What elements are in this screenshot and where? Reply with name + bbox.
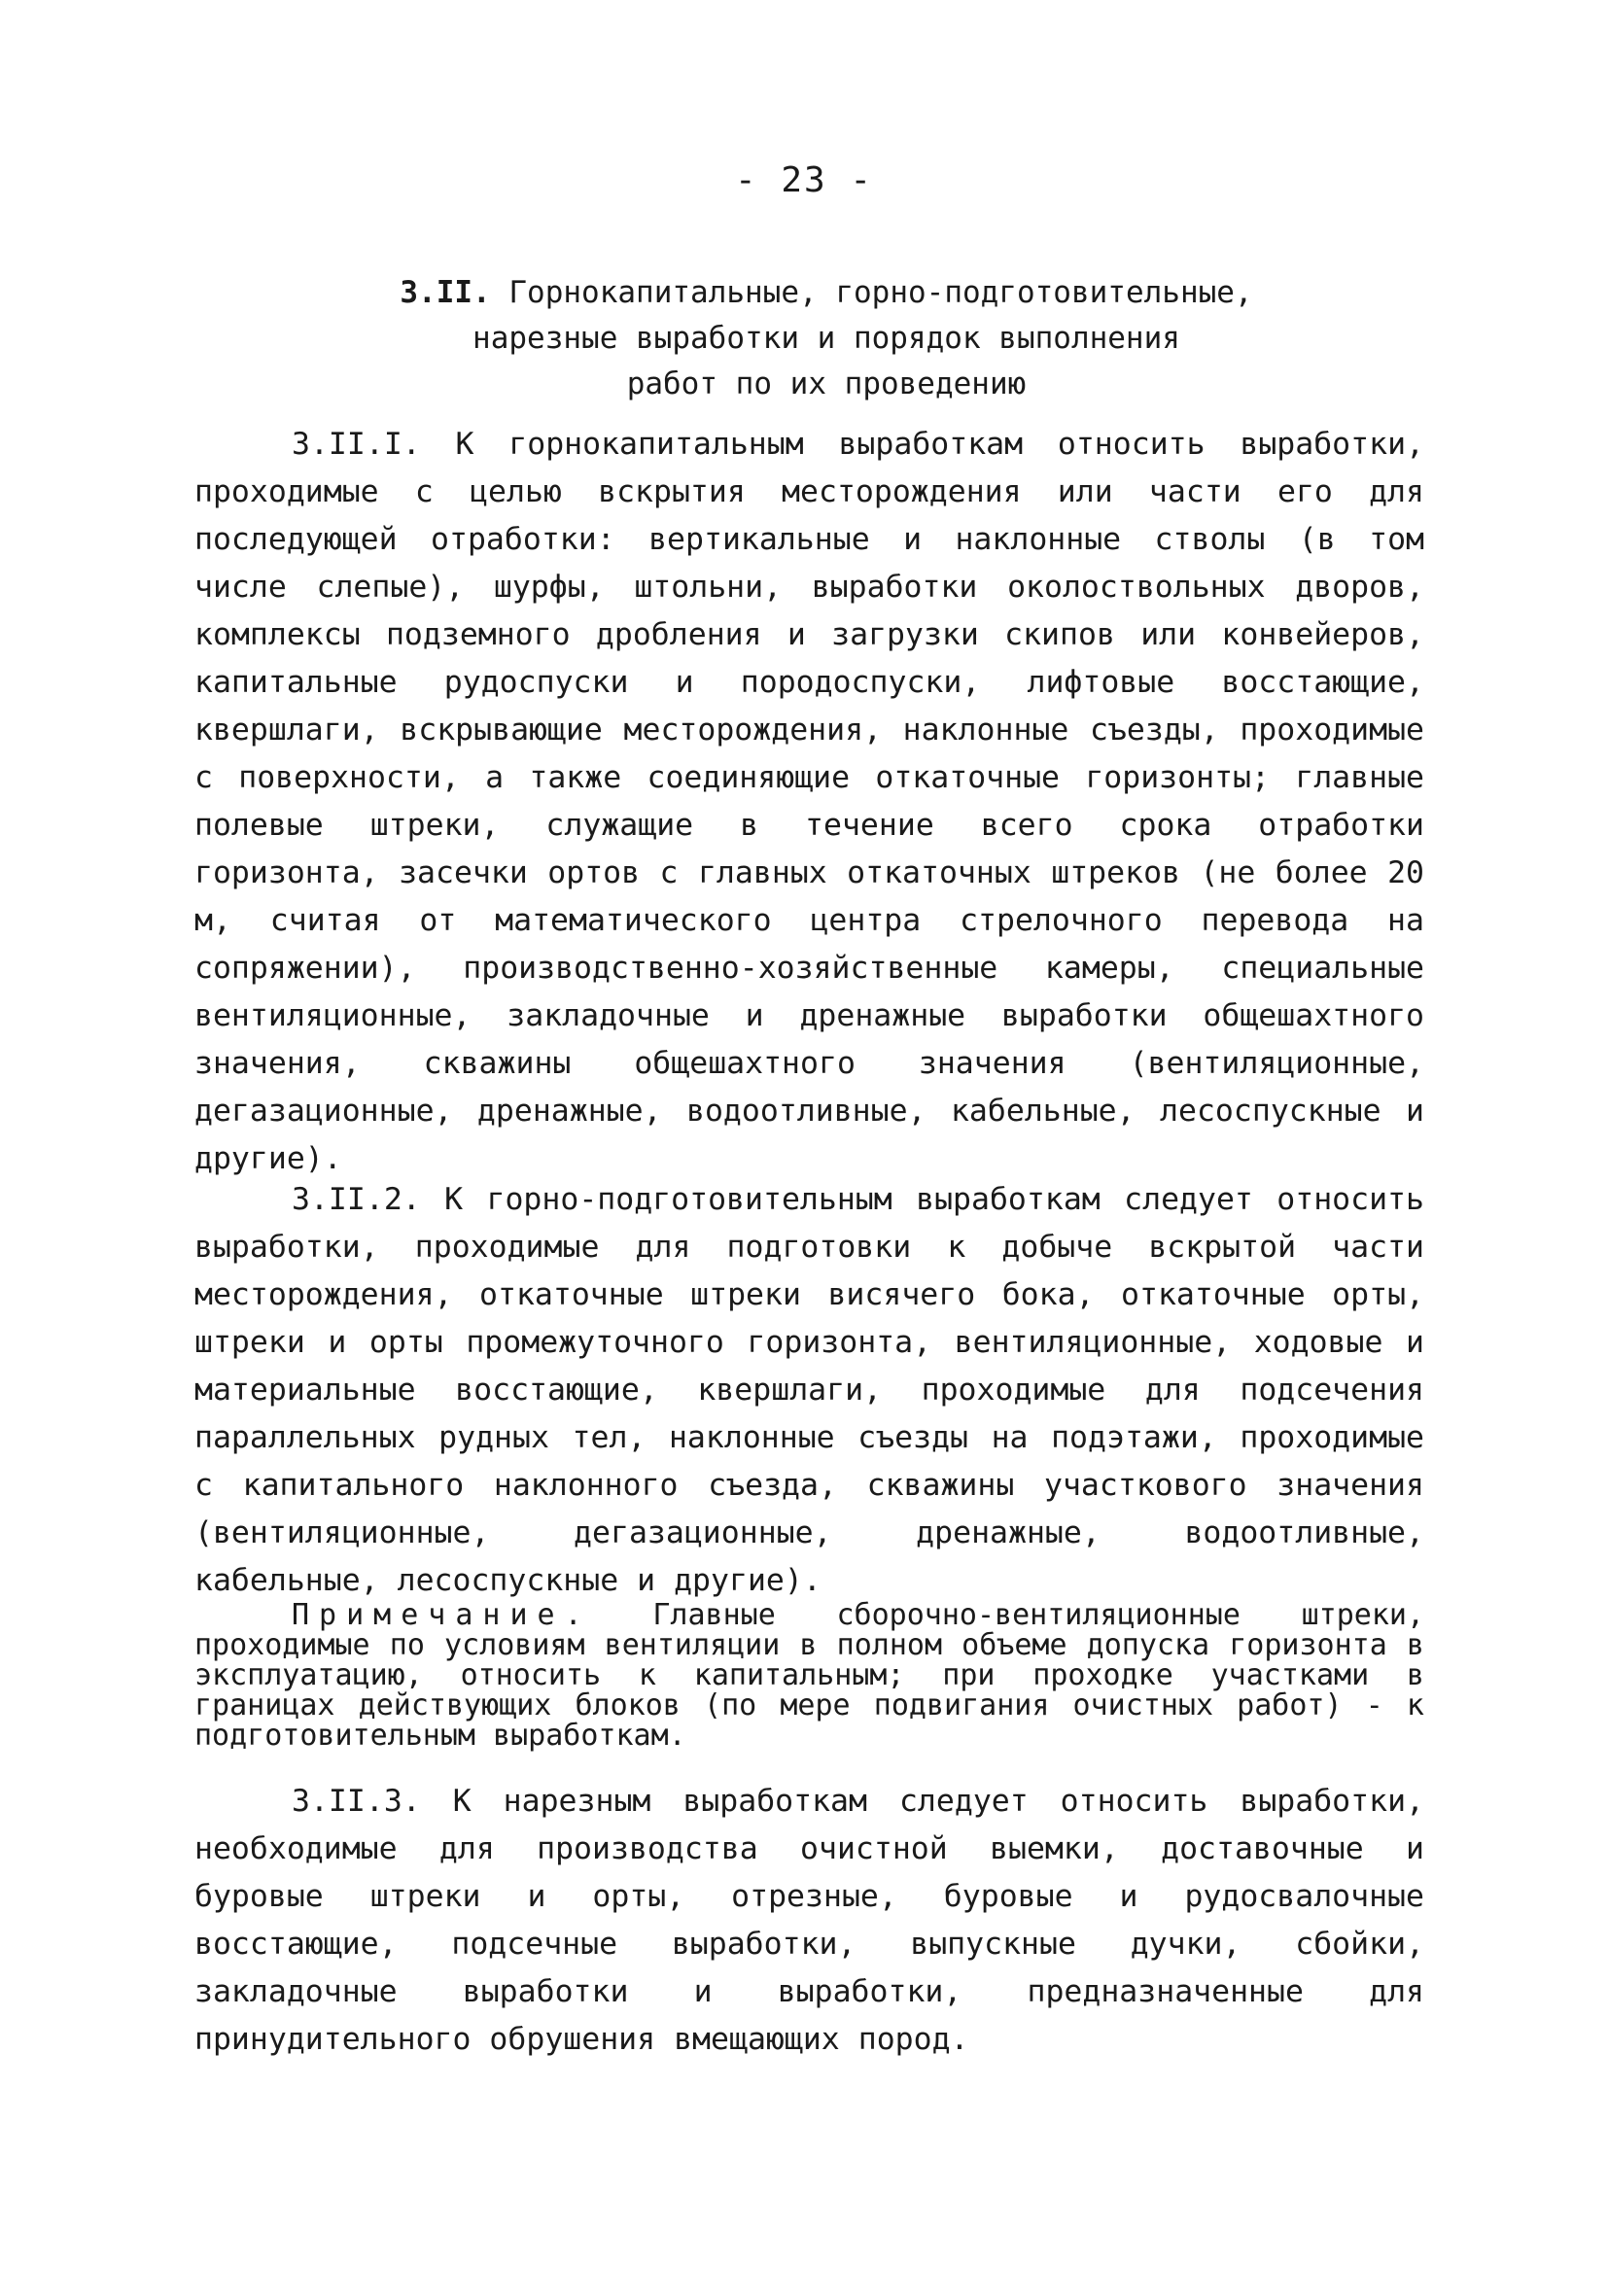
paragraph-text: К горно-подготовительным выработкам следует относить выработки, проходимые для подготовки к добыче вскрытой части месторождения, откаточные штреки висячего бока, откаточные орты, штреки и орты промежуточного горизонта, вентиляционные, ходовые и материальные восстающие, квершлаги, проходимые для подсечения параллельных рудных тел, наклонные съезды на подэтажи, проходимые с капитального наклонного съезда, скважины участкового значения (вентиляционные, дегазационные, дренажные, водоотливные, кабельные, лесоспускные и другие). — [194, 1182, 1424, 1598]
paragraph-number: 3.II.I. — [292, 427, 421, 462]
section-number: 3.II. — [400, 275, 491, 310]
paragraph-number: 3.II.3. — [292, 1784, 421, 1819]
heading-line-1 — [253, 270, 1400, 316]
page-number: - 23 - — [734, 160, 874, 200]
note-paragraph — [194, 1600, 1424, 1751]
heading-text-1: Горнокапитальные, горно-подготовительные, — [508, 275, 1253, 310]
note-text: Главные сборочно-вентиляционные штреки, проходимые по условиям вентиляции в полном объеме допуска горизонта в эксплуатацию, относить к капитальным; при проходке участками в границах действующих блоков (по мере подвигания очистных работ) - к подготовительным выработкам. — [194, 1598, 1425, 1753]
paragraph-text: К нарезным выработкам следует относить выработки, необходимые для производства очистной выемки, доставочные и буровые штреки и орты, отрезные, буровые и рудосвалочные восстающие, подсечные выработки, выпускные дучки, сбойки, закладочные выработки и выработки, предназначенные для принудительного обрушения вмещающих пород. — [194, 1784, 1424, 2057]
paragraph-text: К горнокапитальным выработкам относить выработки, проходимые с целью вскрытия месторождения или части его для последующей отработки: вертикальные и наклонные стволы (в том числе слепые), шурфы, штольни, выработки околоствольных дворов, комплексы подземного дробления и загрузки скипов или конвейеров, капитальные рудоспуски и породоспуски, лифтовые восстающие, квершлаги, вскрывающие месторождения, наклонные съезды, проходимые с поверхности, а также соединяющие откаточные горизонты; главные полевые штреки, служащие в течение всего срока отработки горизонта, засечки ортов с главных откаточных штреков (не более 20 м, считая от математического центра стрелочного перевода на сопряжении), производственно-хозяйственные камеры, специальные вентиляционные, закладочные и дренажные выработки общешахтного значения, скважины общешахтного значения (вентиляционные, дегазационные, дренажные, водоотливные, кабельные, лесоспускные и другие). — [194, 427, 1424, 1176]
paragraph-3-11-2 — [194, 1176, 1424, 1605]
section-heading — [253, 270, 1400, 407]
heading-line-3: работ по их проведению — [626, 366, 1027, 401]
paragraph-number: 3.II.2. — [292, 1182, 421, 1217]
heading-line-2: нарезные выработки и порядок выполнения — [472, 321, 1180, 356]
paragraph-3-11-1 — [194, 421, 1424, 1183]
paragraph-3-11-3 — [194, 1778, 1424, 2064]
note-label: Примечание. — [292, 1598, 592, 1632]
